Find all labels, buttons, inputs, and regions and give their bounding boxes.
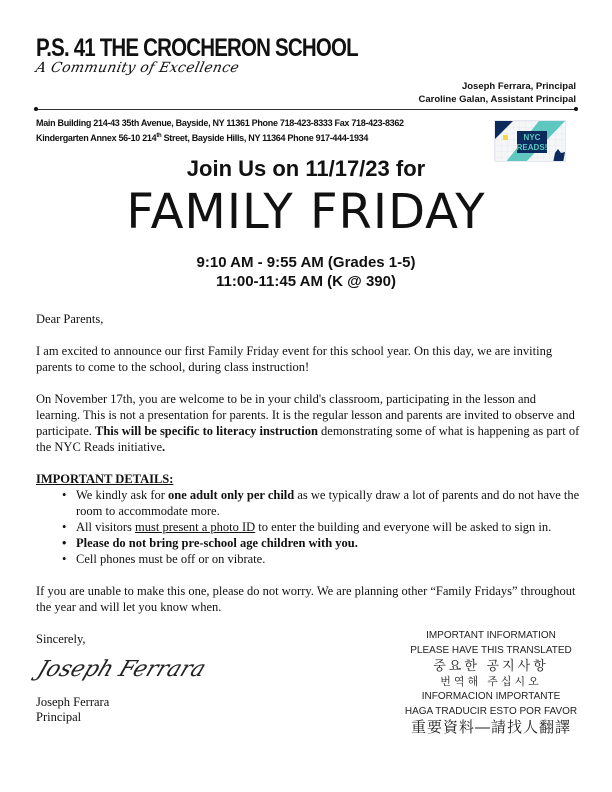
important-details-heading: IMPORTANT DETAILS: <box>36 472 174 486</box>
notice-spanish-2: HAGA TRADUCIR ESTO POR FAVOR <box>404 705 578 717</box>
event-date-heading: Join Us on 11/17/23 for <box>186 156 426 181</box>
text: We kindly ask for <box>76 488 169 502</box>
bold-text: This will be specific to literacy instruction <box>95 424 318 438</box>
text: as we typically draw a lot of parents and do not have the room to accommodate more. <box>76 488 580 518</box>
annex-address-rest: Street, Bayside Hills, NY 11364 Phone 917-444-1934 <box>161 133 369 143</box>
time-grades-1-5: 9:10 AM - 9:55 AM (Grades 1-5) <box>196 254 416 271</box>
list-item <box>62 519 581 535</box>
paragraph-closing: If you are unable to make this one, please do not worry. We are planning other “Family Fridays” throughout the year and will let you know when. <box>36 584 576 614</box>
letter-footer <box>33 630 581 737</box>
assistant-principal-name: Caroline Galan, Assistant Principal <box>418 94 576 105</box>
event-title: FAMILY FRIDAY <box>126 184 486 240</box>
staff-block <box>418 80 576 106</box>
letter-body <box>33 311 581 737</box>
details-list <box>62 487 581 567</box>
divider-dot-left <box>34 107 38 111</box>
logo-text: NYC <box>523 133 541 142</box>
address-block <box>36 117 486 145</box>
signer-role: Principal <box>36 710 82 724</box>
text: All visitors <box>76 520 136 534</box>
school-name: P.S. 41 THE CROCHERON SCHOOL <box>36 34 358 62</box>
annex-ordinal: th <box>156 133 162 139</box>
signature: Joseph Ferrara <box>33 657 210 682</box>
notice-korean-2: 번역해 주십시오 <box>440 676 542 688</box>
text: On November 17th, you are welcome to be in your child's classroom, participating in the lesson and learning. This is not a presentation for parents. It is the regular lesson and parents are invited to observe and participate. <box>36 392 575 438</box>
signoff-column <box>33 631 236 725</box>
notice-english-2: PLEASE HAVE THIS TRANSLATED <box>410 644 572 656</box>
text: demonstrating some of what is happening as part of the NYC Reads initiative <box>36 424 580 454</box>
school-tagline: A Community of Excellence <box>34 60 241 76</box>
divider-dot-right <box>574 107 578 111</box>
annex-address <box>36 130 486 145</box>
bold-text: one adult only per child <box>168 488 295 502</box>
event-times <box>0 253 612 291</box>
list-item: • Cell phones must be off or on vibrate. <box>62 551 581 567</box>
list-item: • Please do not bring pre-school age children with you. <box>62 535 581 551</box>
list-item <box>62 487 581 519</box>
svg-text:READS!: READS! <box>516 143 548 152</box>
notice-spanish-1: INFORMACION IMPORTANTE <box>421 691 561 702</box>
notice-chinese: 重要資料—請找人翻譯 <box>410 719 571 736</box>
notice-korean-1: 중요한 공지사항 <box>433 658 549 673</box>
closing: Sincerely, <box>36 632 86 646</box>
signer-name: Joseph Ferrara <box>36 695 110 709</box>
underlined-text: must present a photo ID <box>135 520 256 534</box>
paragraph-details <box>36 391 581 455</box>
annex-address-part: Kindergarten Annex 56-10 214 <box>36 133 157 143</box>
header-divider <box>36 109 576 110</box>
signer-block <box>36 695 236 725</box>
bold-text: . <box>162 440 166 454</box>
time-kindergarten: 11:00-11:45 AM (K @ 390) <box>216 273 396 290</box>
translation-notice <box>401 629 581 737</box>
notice-english-1: IMPORTANT INFORMATION <box>426 630 556 641</box>
main-building-address: Main Building 214-43 35th Avenue, Bayside, NY 11361 Phone 718-423-8333 Fax 718-423-8362 <box>36 118 404 128</box>
text: to enter the building and everyone will be asked to sign in. <box>255 520 552 534</box>
greeting: Dear Parents, <box>36 312 104 326</box>
principal-name: Joseph Ferrara, Principal <box>461 81 576 92</box>
paragraph-intro: I am excited to announce our first Family Friday event for this school year. On this day, we are inviting parents to come to the school, during class instruction! <box>36 344 553 374</box>
